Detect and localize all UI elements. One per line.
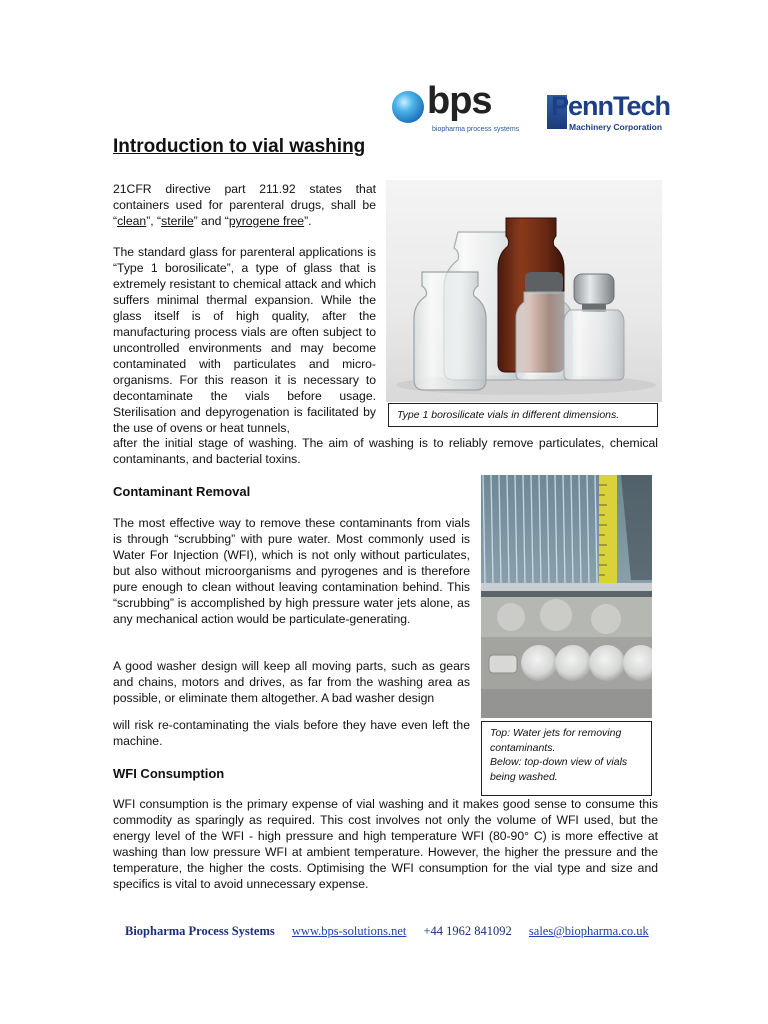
contaminant-removal-paragraph: The most effective way to remove these contaminants from vials is through “scrubbing” with pure water. Most commonly used is Water For Injection (WFI), which is not only without particulates, but also without microorganisms and pyrogenes and is therefore pure enough to clean without leaving contamination behind. This “scrubbing” is accomplished by high pressure water jets alone, as any mechanical action would be particulate-generating. — [113, 516, 470, 626]
vials-photo — [386, 180, 662, 402]
bps-logo-tagline: biopharma process systems — [432, 126, 520, 133]
intro-sep-1: ”, “ — [146, 214, 162, 228]
water-jets-caption — [481, 721, 652, 796]
washer-design-paragraph: A good washer design will keep all moving parts, such as gears and chains, motors and drives, as far from the washing area as possible, or eliminate them altogether. A bad washer design — [113, 659, 470, 705]
term-sterile: sterile — [161, 214, 194, 228]
intro-text-b: ”. — [304, 214, 312, 228]
glass-paragraph-continued: after the initial stage of washing. The aim of washing is to reliably remove particulates, chemical contaminants, and bacterial toxins. — [113, 436, 658, 466]
grey-stopper — [525, 272, 563, 294]
bps-globe-icon — [392, 91, 424, 123]
contaminant-removal-heading: Contaminant Removal — [113, 484, 251, 499]
bps-logo — [392, 80, 522, 136]
bps-logo-word: bps — [427, 80, 492, 122]
intro-sep-2: ” and “ — [193, 214, 229, 228]
glass-paragraph: The standard glass for parenteral applications is “Type 1 borosilicate”, a type of glass that is extremely resistant to chemical attack and which suffers minimal thermal expansion. While the glass itself is of high quality, after the manufacturing process vials are often subject to uncontrolled environments and may become contaminated with particulates and micro-organisms. For this reason it is necessary to decontaminate the vials before usage. Sterilisation and depyrogenation is facilitated by the use of ovens or heat tunnels, — [113, 245, 376, 435]
penntech-logo — [547, 91, 671, 135]
wfi-consumption-paragraph: WFI consumption is the primary expense of vial washing and it makes good sense to consume this commodity as sparingly as required. This cost involves not only the volume of WFI used, but the energy level of the WFI - high pressure and high temperature WFI (80-90° C) is more effective at washing than low pressure WFI at ambient temperature. However, the higher the pressure and the temperature, the higher the costs. Optimising the WFI consumption for the vial type and size and specifics is vital to avoid unnecessary expense. — [113, 797, 658, 891]
term-clean: clean — [117, 214, 147, 228]
page-footer — [125, 924, 649, 939]
intro-text-a: 21CFR directive part 211.92 states that containers used for parenteral drugs, shall be “ — [113, 182, 376, 228]
water-jets-caption-below: Below: top-down view of vials being washed. — [490, 756, 628, 783]
vials-washed-photo — [481, 597, 652, 718]
penntech-logo-tagline: Machinery Corporation — [569, 122, 663, 132]
footer-company: Biopharma Process Systems — [125, 924, 275, 938]
page-title: Introduction to vial washing — [113, 136, 366, 157]
intro-paragraph — [113, 181, 376, 229]
wfi-consumption-heading: WFI Consumption — [113, 766, 225, 781]
vials-photo-caption: Type 1 borosilicate vials in different dimensions. — [388, 403, 658, 427]
footer-website-link[interactable]: www.bps-solutions.net — [291, 924, 407, 938]
water-jets-photo — [481, 475, 652, 597]
term-pyrogene-free: pyrogene free — [228, 214, 305, 228]
measuring-tape — [599, 475, 617, 585]
metal-crimp-cap — [574, 274, 614, 304]
footer-phone: +44 1962 841092 — [423, 924, 512, 938]
water-jets-caption-top: Top: Water jets for removing contaminants. — [490, 727, 622, 754]
footer-email-link[interactable]: sales@biopharma.co.uk — [528, 924, 649, 938]
washer-design-paragraph-continued: will risk re-contaminating the vials before they have even left the machine. — [113, 718, 470, 748]
penntech-logo-word: PennTech — [551, 91, 671, 121]
